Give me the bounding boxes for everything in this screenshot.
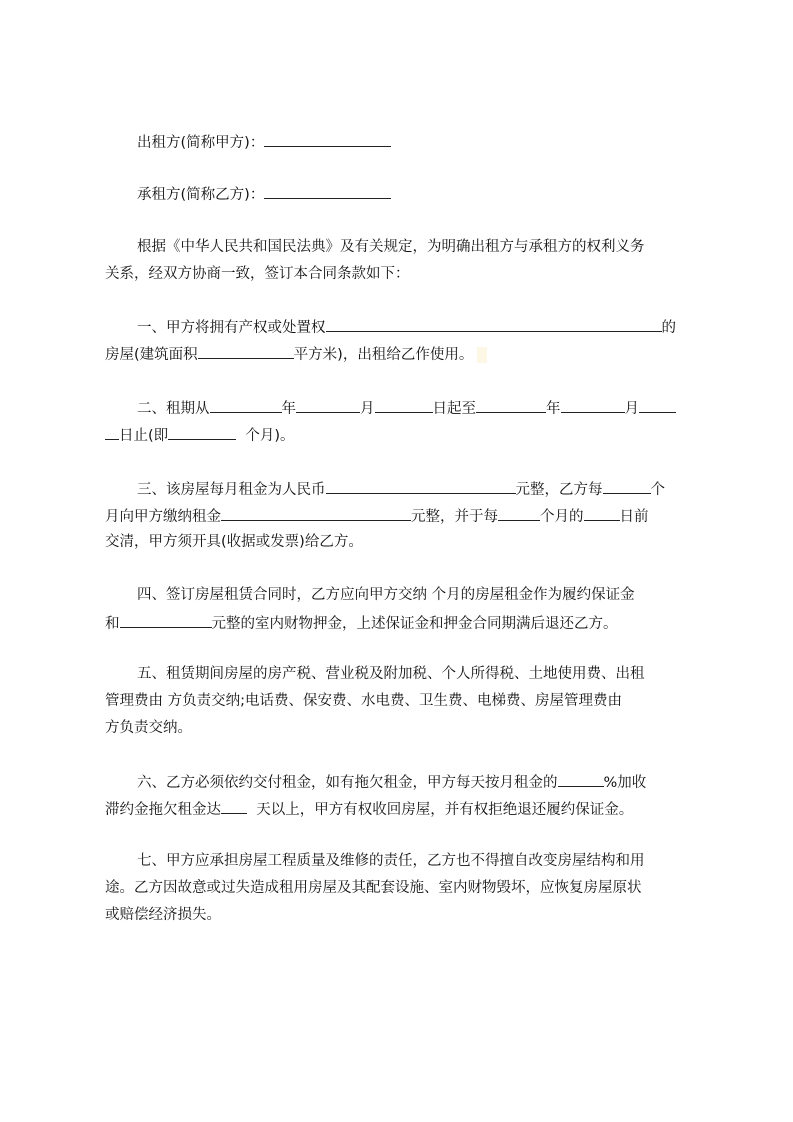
clause-3-text-f: 个月的 bbox=[540, 509, 584, 525]
clause-5-line-3: 方负责交纳。 bbox=[105, 720, 192, 736]
clause-3-line-3: 交清，甲方须开具(收据或发票)给乙方。 bbox=[105, 534, 363, 550]
end-month-blank bbox=[561, 397, 625, 413]
clause-4-text-b: 和 bbox=[105, 616, 120, 632]
clause-3-text-e: 元整，并于每 bbox=[411, 509, 498, 525]
property-blank bbox=[326, 316, 662, 332]
due-day-blank bbox=[584, 505, 620, 521]
lessee-blank bbox=[264, 183, 391, 199]
overdue-days-blank bbox=[221, 798, 247, 814]
clause-3-text-b: 元整，乙方每 bbox=[515, 482, 603, 498]
clause-1-text-d: 平方米)，出租给乙作使用。 bbox=[293, 347, 474, 363]
intro-line-1: 根据《中华人民共和国民法典》及有关规定，为明确出租方与承租方的权利义务 bbox=[137, 239, 645, 255]
end-day-blank-1 bbox=[639, 397, 676, 413]
clause-1-line-2 bbox=[105, 343, 487, 365]
clause-2-text-f: 月 bbox=[624, 401, 639, 417]
clause-6-text-b: %加收 bbox=[603, 775, 647, 791]
clause-6-line-1 bbox=[137, 771, 646, 793]
clause-3-line-2 bbox=[105, 505, 649, 527]
clause-2-text-b: 年 bbox=[281, 401, 296, 417]
clause-4-line-2 bbox=[105, 612, 618, 634]
start-year-blank bbox=[210, 397, 282, 413]
rent-amount-blank bbox=[221, 505, 411, 521]
lessee-line bbox=[137, 183, 391, 205]
intro-line-2: 关系，经双方协商一致，签订本合同条款如下： bbox=[105, 266, 410, 282]
pay-every-blank bbox=[498, 505, 540, 521]
clause-5-line-1: 五、租赁期间房屋的房产税、营业税及附加税、个人所得税、土地使用费、出租 bbox=[137, 666, 645, 682]
clause-1-text-a: 一、甲方将拥有产权或处置权 bbox=[137, 320, 326, 336]
late-fee-percent-blank bbox=[558, 771, 604, 787]
clause-2-line-1 bbox=[137, 397, 676, 419]
area-blank bbox=[198, 343, 294, 359]
clause-2-line-2 bbox=[105, 424, 295, 446]
clause-5-line-2: 管理费由 方负责交纳;电话费、保安费、水电费、卫生费、电梯费、房屋管理费由 bbox=[105, 693, 622, 709]
clause-3-line-1 bbox=[137, 478, 665, 500]
clause-2-text-h: 个月)。 bbox=[245, 428, 295, 444]
clause-7-line-1: 七、甲方应承担房屋工程质量及维修的责任，乙方也不得擅自改变房屋结构和用 bbox=[137, 853, 645, 869]
end-day-blank-2 bbox=[105, 424, 119, 440]
clause-6-text-c: 滞约金拖欠租金达 bbox=[105, 802, 221, 818]
lessor-blank bbox=[264, 131, 391, 147]
clause-6-line-2 bbox=[105, 798, 633, 820]
clause-4-line-1: 四、签订房屋租赁合同时，乙方应向甲方交纳 个月的房屋租金作为履约保证金 bbox=[137, 587, 635, 603]
lessee-label: 承租方(简称乙方)： bbox=[137, 187, 265, 203]
clause-6-text-d: 天以上，甲方有权收回房屋，并有权拒绝退还履约保证金。 bbox=[256, 802, 634, 818]
clause-1-text-b: 的 bbox=[661, 320, 676, 336]
clause-3-text-c: 个 bbox=[650, 482, 665, 498]
start-day-blank bbox=[375, 397, 433, 413]
term-months-blank bbox=[168, 424, 236, 440]
lessor-line bbox=[137, 131, 391, 153]
clause-1-text-c: 房屋(建筑面积 bbox=[105, 347, 198, 363]
clause-2-text-a: 二、租期从 bbox=[137, 401, 210, 417]
clause-4-text-c: 元整的室内财物押金，上述保证金和押金合同期满后退还乙方。 bbox=[211, 616, 618, 632]
clause-6-text-a: 六、乙方必须依约交付租金，如有拖欠租金，甲方每天按月租金的 bbox=[137, 775, 558, 791]
text-highlight bbox=[477, 347, 487, 363]
clause-2-text-g: 日止(即 bbox=[119, 428, 169, 444]
deposit-blank bbox=[120, 612, 212, 628]
payment-interval-blank bbox=[603, 478, 651, 494]
clause-2-text-d: 日起至 bbox=[432, 401, 476, 417]
clause-2-text-e: 年 bbox=[546, 401, 561, 417]
clause-2-text-c: 月 bbox=[360, 401, 375, 417]
start-month-blank bbox=[296, 397, 360, 413]
clause-3-text-a: 三、该房屋每月租金为人民币 bbox=[137, 482, 326, 498]
monthly-rent-blank bbox=[326, 478, 516, 494]
clause-3-text-d: 月向甲方缴纳租金 bbox=[105, 509, 221, 525]
end-year-blank bbox=[476, 397, 546, 413]
clause-7-line-2: 途。乙方因故意或过失造成租用房屋及其配套设施、室内财物毁坏，应恢复房屋原状 bbox=[105, 880, 642, 896]
clause-7-line-3: 或赔偿经济损失。 bbox=[105, 907, 221, 923]
lessor-label: 出租方(简称甲方)： bbox=[137, 135, 265, 151]
clause-3-text-g: 日前 bbox=[619, 509, 649, 525]
clause-1-line-1 bbox=[137, 316, 676, 338]
